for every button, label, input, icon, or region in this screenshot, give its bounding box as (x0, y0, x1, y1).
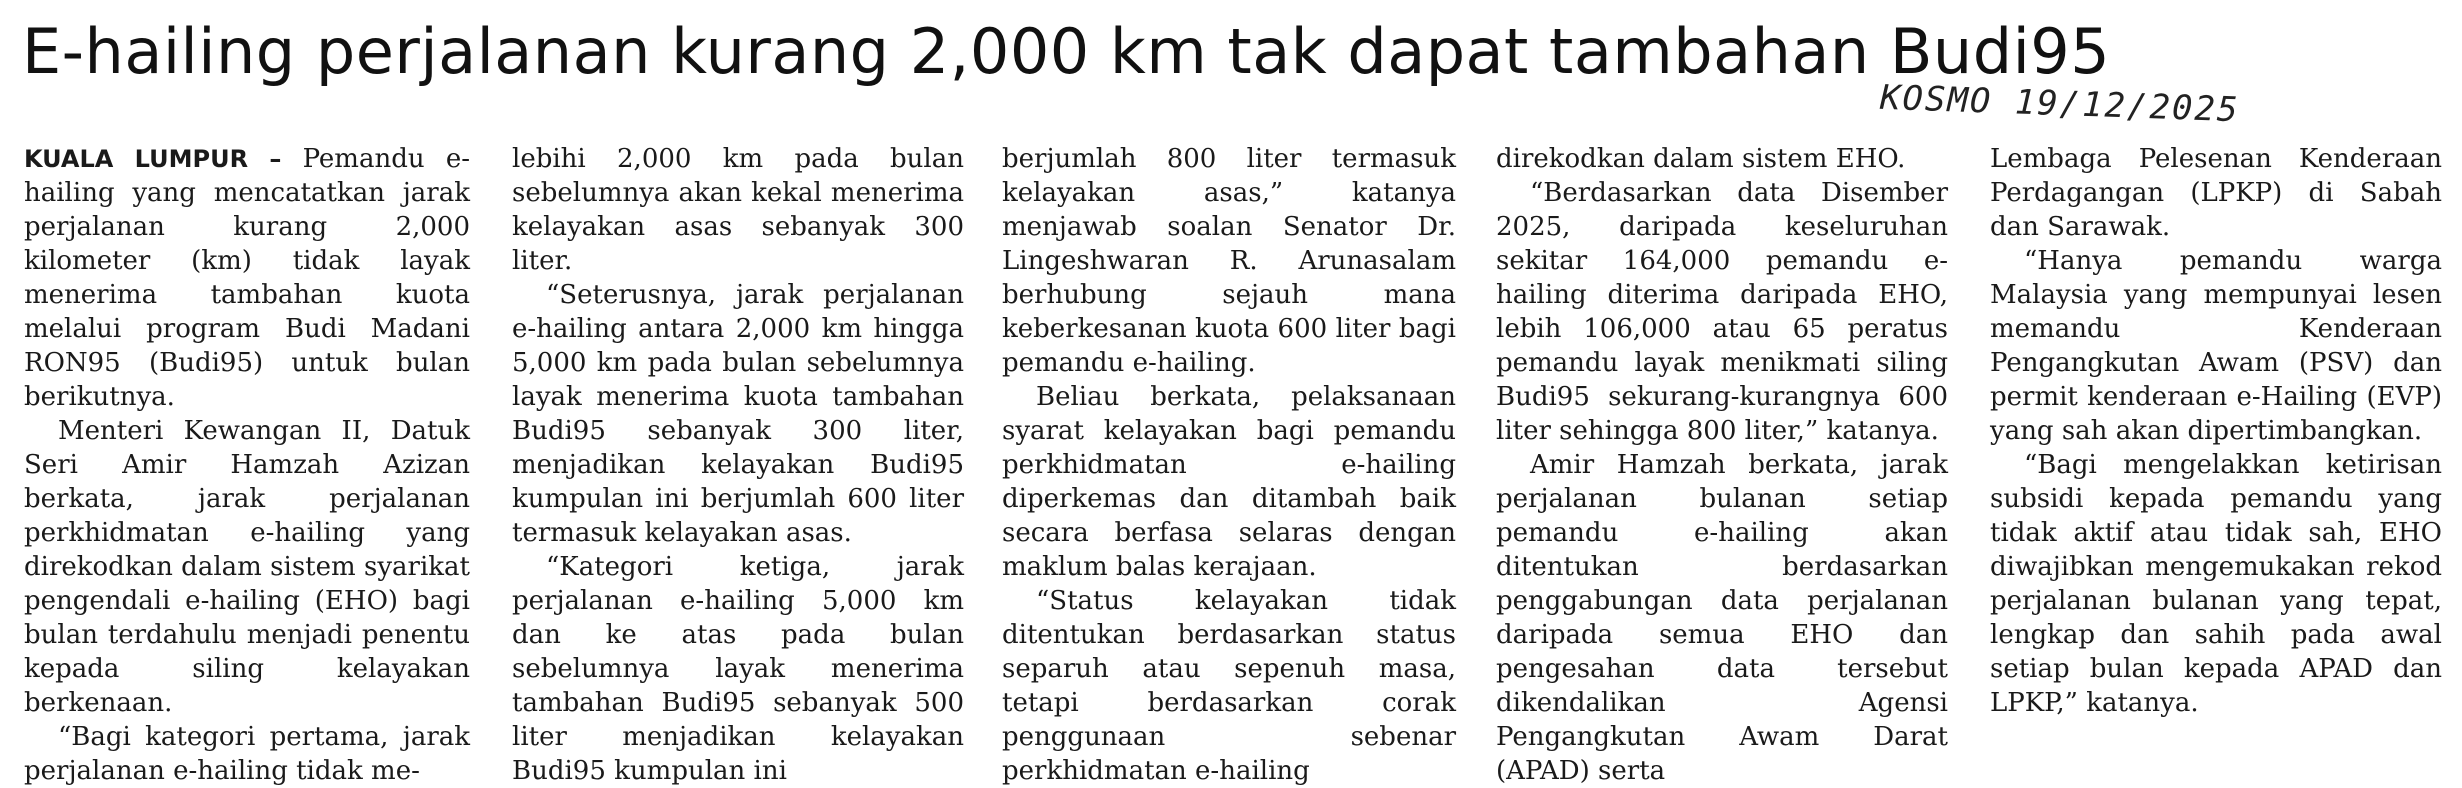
paragraph: lebihi 2,000 km pada bulan sebelumnya akan kekal menerima kelayakan asas sebanyak 300 liter. (512, 144, 964, 276)
paragraph: berjumlah 800 liter termasuk kelayakan asas,” katanya menjawab soalan Senator Dr. Lingeshwaran R. Arunasalam berhubung sejauh mana keberkesanan kuota 600 liter bagi pemandu e-hailing. (1002, 144, 1456, 378)
paragraph: “Status kelayakan tidak ditentukan berdasarkan status separuh atau sepenuh masa, tetapi berdasarkan corak penggunaan sebenar perkhidmatan e-hailing (1002, 586, 1456, 786)
article-column-4 (1496, 142, 1948, 786)
paragraph-text: Pemandu e-hailing yang mencatatkan jarak perjalanan kurang 2,000 kilometer (km) tidak layak menerima tambahan kuota melalui program Budi Madani RON95 (Budi95) untuk bulan berikutnya. (24, 144, 470, 412)
dateline: KUALA LUMPUR – (24, 145, 282, 173)
paragraph: Menteri Kewangan II, Datuk Seri Amir Hamzah Azizan berkata, jarak perjalanan perkhidmatan e-hailing yang direkodkan dalam sistem syarikat pengendali e-hailing (EHO) bagi bulan terdahulu menjadi penentu kepada siling kelayakan berkenaan. (24, 416, 470, 718)
paragraph: “Bagi mengelakkan ketirisan subsidi kepada pemandu yang tidak aktif atau tidak sah, EHO diwajibkan mengemukakan rekod perjalanan bulanan yang tepat, lengkap dan sahih pada awal setiap bulan kepada APAD dan LPKP,” katanya. (1990, 450, 2442, 718)
paragraph: “Hanya pemandu warga Malaysia yang mempunyai lesen memandu Kenderaan Pengangkutan Awam (PSV) dan permit kenderaan e-Hailing (EVP) yang sah akan dipertimbangkan. (1990, 246, 2442, 446)
paragraph: “Kategori ketiga, jarak perjalanan e-hailing 5,000 km dan ke atas pada bulan sebelumnya layak menerima tambahan Budi95 sebanyak 500 liter menjadikan kelayakan Budi95 kumpulan ini (512, 552, 964, 786)
paragraph: Amir Hamzah berkata, jarak perjalanan bulanan setiap pemandu e-hailing akan ditentukan berdasarkan penggabungan data perjalanan daripada semua EHO dan pengesahan data tersebut dikendalikan Agensi Pengangkutan Awam Darat (APAD) serta (1496, 450, 1948, 786)
paragraph: direkodkan dalam sistem EHO. (1496, 144, 1906, 174)
paragraph: Beliau berkata, pelaksanaan syarat kelayakan bagi pemandu perkhidmatan e-hailing diperkemas dan ditambah baik secara berfasa selaras dengan maklum balas kerajaan. (1002, 382, 1456, 582)
article-column-1 (24, 142, 470, 786)
handwritten-annotation: KOSMO 19/12/2025 (1879, 77, 2241, 131)
article-column-3 (1002, 142, 1456, 786)
paragraph: “Berdasarkan data Disember 2025, daripada keseluruhan sekitar 164,000 pemandu e-hailing diterima daripada EHO, lebih 106,000 atau 65 peratus pemandu layak menikmati siling Budi95 sekurang-kurangnya 600 liter sehingga 800 liter,” katanya. (1496, 178, 1948, 446)
article-column-5 (1990, 142, 2442, 732)
paragraph (24, 142, 470, 414)
article-column-2 (512, 142, 964, 786)
headline: E-hailing perjalanan kurang 2,000 km tak dapat tambahan Budi95 (22, 15, 2111, 88)
paragraph: “Seterusnya, jarak perjalanan e-hailing antara 2,000 km hingga 5,000 km pada bulan sebelumnya layak menerima kuota tambahan Budi95 sebanyak 300 liter, menjadikan kelayakan Budi95 kumpulan ini berjumlah 600 liter termasuk kelayakan asas. (512, 280, 964, 548)
paragraph: Lembaga Pelesenan Kenderaan Perdagangan (LPKP) di Sabah dan Sarawak. (1990, 144, 2442, 242)
paragraph: “Bagi kategori pertama, jarak perjalanan e-hailing tidak me- (24, 722, 470, 786)
